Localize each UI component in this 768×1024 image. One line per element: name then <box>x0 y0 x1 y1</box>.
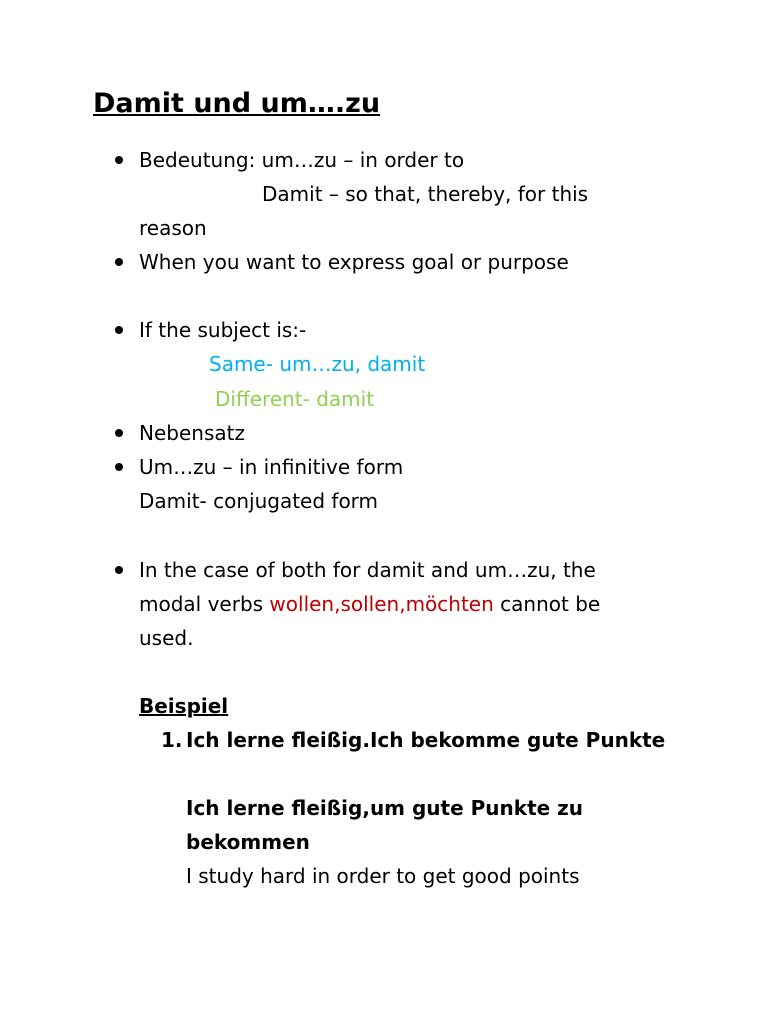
example-sentence-2-line-1: Ich lerne fleißig,um gute Punkte zu <box>186 796 584 820</box>
form-line-1: Um…zu – in infinitive form <box>139 455 404 479</box>
example-number: 1. <box>161 728 183 752</box>
modal-line-3: used. <box>139 626 194 650</box>
modal-line-2-suffix: cannot be <box>493 592 601 616</box>
bullet-dot <box>115 156 123 164</box>
form-line-2: Damit- conjugated form <box>139 489 379 513</box>
subject-line: If the subject is:- <box>139 318 307 342</box>
example-sentence-2-line-2: bekommen <box>186 830 310 854</box>
meaning-line-1: Bedeutung: um…zu – in order to <box>139 148 465 172</box>
example-translation: I study hard in order to get good points <box>186 864 580 888</box>
bullet-dot <box>115 429 123 437</box>
meaning-line-2: Damit – so that, thereby, for this <box>262 182 589 206</box>
example-heading: Beispiel <box>139 694 229 718</box>
page-title: Damit und um….zu <box>93 88 381 119</box>
bullet-dot <box>115 258 123 266</box>
nebensatz-line: Nebensatz <box>139 421 245 445</box>
bullet-dot <box>115 326 123 334</box>
subject-different-line: Different- damit <box>215 387 375 411</box>
example-sentence-1: Ich lerne fleißig.Ich bekomme gute Punkte <box>186 728 666 752</box>
modal-verbs-highlight: wollen,sollen,möchten <box>269 592 494 616</box>
modal-line-1: In the case of both for damit and um…zu, the <box>139 558 596 582</box>
subject-same-line: Same- um…zu, damit <box>209 352 426 376</box>
bullet-dot <box>115 463 123 471</box>
modal-line-2 <box>139 587 600 621</box>
bullet-dot <box>115 566 123 574</box>
purpose-line: When you want to express goal or purpose <box>139 250 569 274</box>
meaning-line-3: reason <box>139 216 207 240</box>
modal-line-2-prefix: modal verbs <box>139 592 270 616</box>
